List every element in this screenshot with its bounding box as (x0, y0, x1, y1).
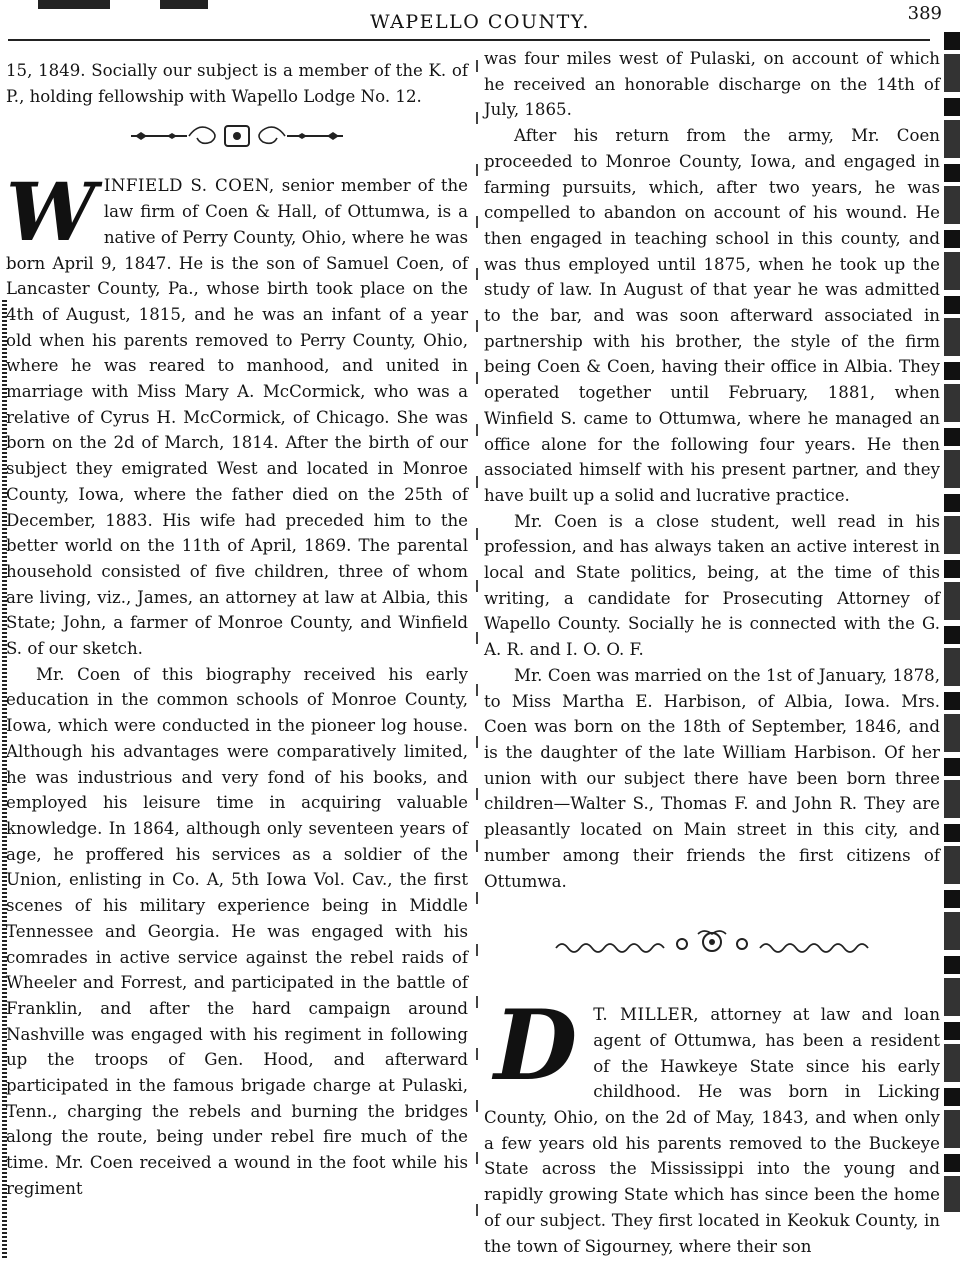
biography-coen-paragraph-1 (6, 165, 468, 661)
section-divider (484, 894, 940, 1002)
page-number: 389 (907, 3, 942, 24)
continuation-paragraph: 15, 1849. Socially our subject is a member of the K. of P., holding fellowship with Wapello Lodge No. 12. (6, 61, 468, 106)
scroll-ornament-icon (127, 121, 347, 151)
biography-coen-paragraph-2-continued: was four miles west of Pulaski, on account of which he received an honorable discharge on the 14th of July, 1865. (484, 49, 940, 120)
section-divider (6, 109, 468, 173)
biography-coen-paragraph-2: Mr. Coen of this biography received his early education in the common schools of Monroe County, Iowa, which were conducted in the pioneer log house. Although his advantages were comparatively limited, he was industrious and very fond of his books, and employed his leisure time in acquiring valuable knowledge. In 1864, although only seventeen years of age, he proffered his services as a soldier of the Union, enlisting in Co. A, 5th Iowa Vol. Cav., the first scenes of his military experience being in Middle Tennessee and Georgia. He was engaged with his comrades in active service against the rebel raids of Wheeler and Forrest, and participated in the battle of Franklin, and after the hard campaign around Nashville was engaged with his regiment in following up the troops of Gen. Hood, and afterward participated in the famous brigade charge at Pulaski, Tenn., charging the rebels and burning the bridges along the route, being under rebel fire much of the time. Mr. Coen received a wound in the foot while his regiment (6, 664, 468, 1198)
biography-miller-name: T. MILLER, (593, 1005, 700, 1025)
floral-ornament-icon (552, 928, 872, 958)
right-column (484, 46, 940, 1259)
header-rule (8, 39, 930, 41)
drop-cap-w: W (6, 165, 96, 260)
page-header (0, 0, 960, 46)
biography-miller-paragraph-1-text: attorney at law and loan agent of Ottumwa, has been a resident of the Hawkeye State since his early childhood. He was born in Licking County, Ohio, on the 2d of May, 1843, and when only a few years old his parents removed to the Buckeye State across the Mississippi into the young and rapidly growing State which has since been the home of our subject. They first located in Keokuk County, in the town of Sigourney, where their son (484, 1005, 941, 1256)
left-column (6, 58, 468, 1202)
biography-coen-paragraph-5: Mr. Coen was married on the 1st of January, 1878, to Miss Martha E. Harbison, of Albia, Iowa. Mrs. Coen was born on the 18th of September, 1846, and is the daughter of the late William Harbison. Of her union with our subject there have been born three children—Walter S., Thomas F. and John R. They are pleasantly located on Main street in this city, and number among their friends the first citizens of Ottumwa. (484, 665, 940, 891)
drop-cap-d: D (494, 989, 578, 1103)
running-title: WAPELLO COUNTY. (370, 11, 590, 33)
header-ornament-left-icon (38, 0, 110, 9)
header-ornament-mid-icon (160, 0, 208, 9)
biography-coen-paragraph-1-text: senior member of the law firm of Coen & Hall, of Ottumwa, is a native of Perry County, Ohio, where he was born April 9, 1847. He is the son of Samuel Coen, of Lancaster County, Pa., whose birth took place on the 4th of August, 1815, and he was an infant of a year old when his parents removed to Perry County, Ohio, where he was reared to manhood, and united in marriage with Miss Mary A. McCormick, who was a relative of Cyrus H. McCormick, of Chicago. She was born on the 2d of March, 1814. After the birth of our subject they emigrated West and located in Monroe County, Iowa, where the father died on the 25th of December, 1883. His wife had preceded him to the better world on the 11th of April, 1869. The parental household consisted of five children, three of whom are living, viz., James, an attorney at law at Albia, this State; John, a farmer of Monroe County, and Winfield S. of our sketch. (6, 176, 468, 659)
biography-coen-name: INFIELD S. COEN, (103, 176, 275, 196)
right-page-edge-border-icon (944, 32, 960, 1212)
biography-coen-paragraph-3: After his return from the army, Mr. Coen proceeded to Monroe County, Iowa, and engaged in farming pursuits, which, after two years, he was compelled to abandon on account of his wound. He then engaged in teaching school in this county, and was thus employed until 1875, when he took up the study of law. In August of that year he was admitted to the bar, and was soon afterward associated in partnership with his brother, the style of the firm being Coen & Coen, having their office in Albia. They operated together until February, 1881, when Winfield S. came to Ottumwa, where he managed an office alone for the following four years. He then associated himself with his present partner, and they have built up a solid and lucrative practice. (484, 126, 940, 505)
column-gutter (476, 60, 478, 1250)
biography-coen-paragraph-4: Mr. Coen is a close student, well read in his profession, and has always taken an active interest in local and State politics, being, at the time of this writing, a candidate for Prosecuting Attorney of Wapello County. Socially he is connected with the G. A. R. and I. O. O. F. (484, 511, 940, 660)
biography-miller-paragraph-1 (484, 989, 941, 1259)
